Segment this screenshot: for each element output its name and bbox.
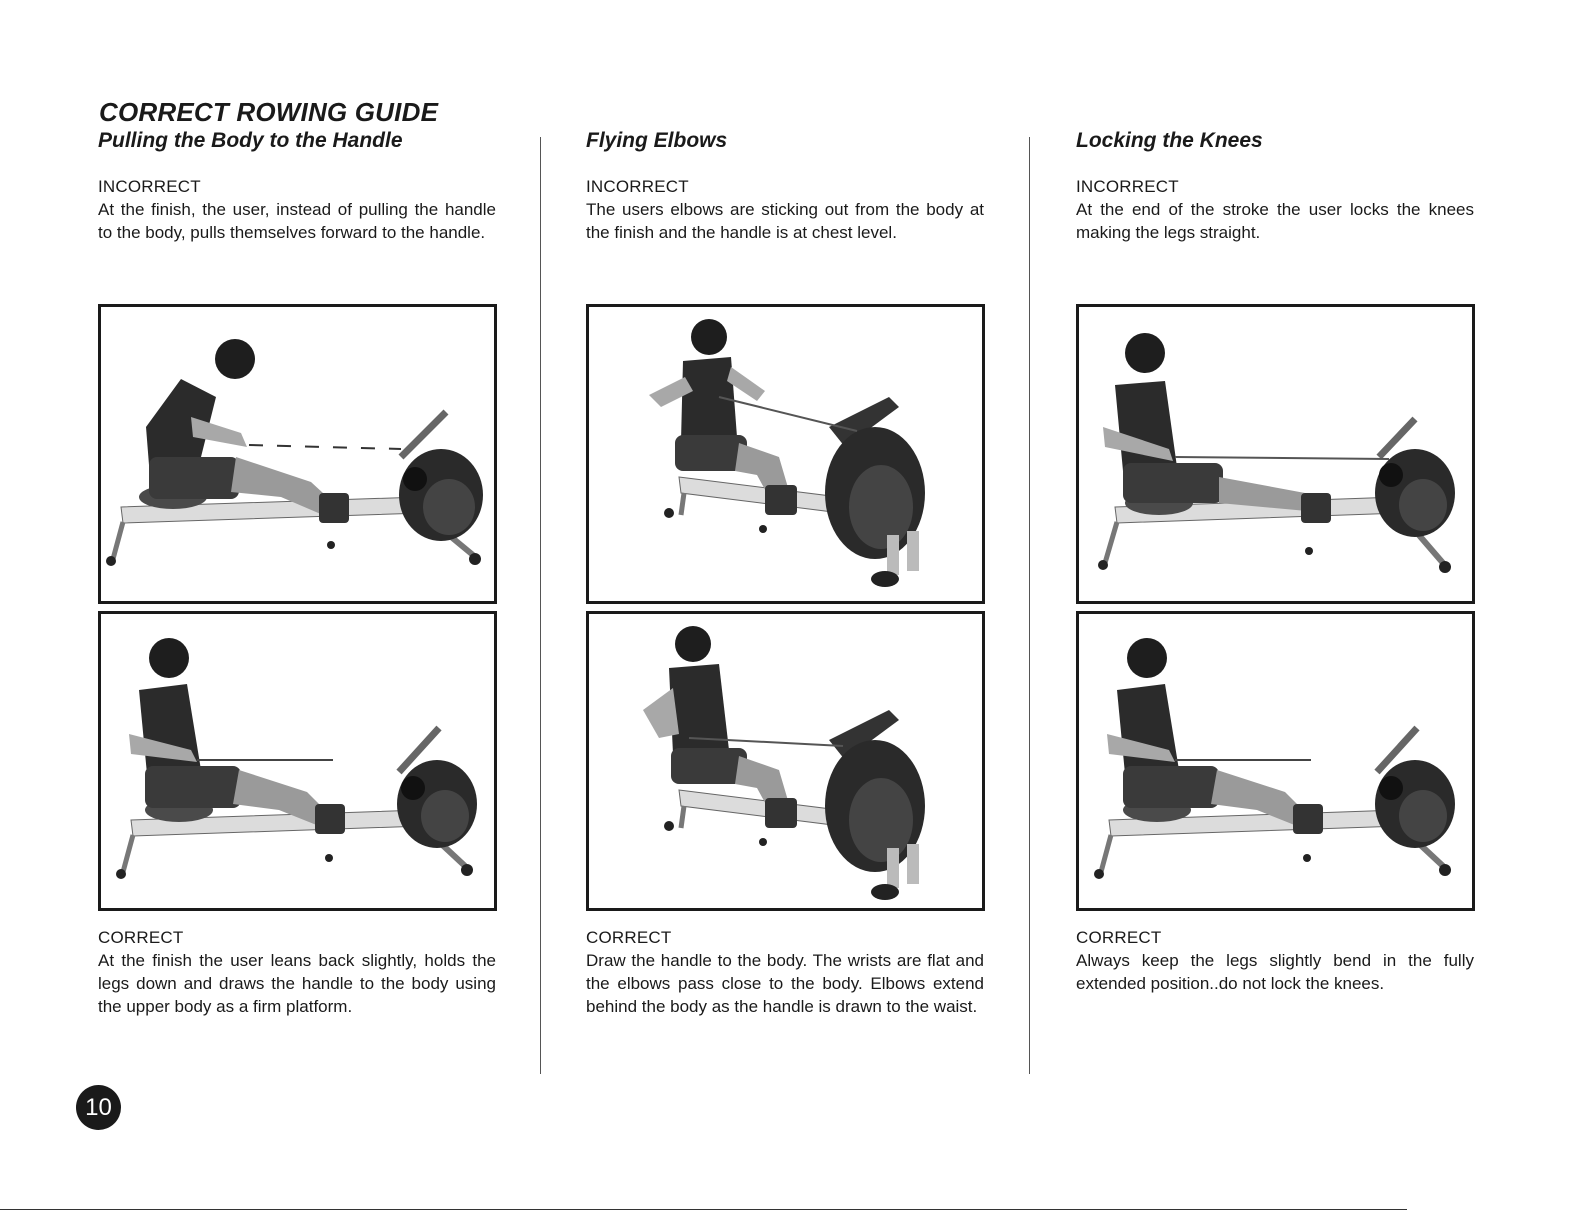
correct-label: CORRECT: [98, 928, 184, 947]
correct-section: [1076, 926, 1474, 995]
incorrect-description: At the end of the stroke the user locks the knees making the legs straight.: [1076, 200, 1474, 242]
column-divider: [540, 137, 541, 1074]
section-heading: Flying Elbows: [586, 129, 728, 152]
incorrect-description: At the finish, the user, instead of pulling the handle to the body, pulls themselves forward to the handle.: [98, 200, 496, 242]
correct-section: [586, 926, 984, 1018]
rower-lean-back-illustration: [101, 614, 494, 908]
section-locking-knees: [1076, 126, 1474, 993]
rower-flying-elbows-illustration: [589, 307, 982, 601]
incorrect-description: The users elbows are sticking out from the body at the finish and the handle is at chest level.: [586, 200, 984, 242]
section-pulling-body: [98, 126, 496, 1016]
correct-section: [98, 926, 496, 1018]
page-title: CORRECT ROWING GUIDE: [99, 97, 439, 127]
section-heading: Pulling the Body to the Handle: [98, 129, 403, 152]
page-number-badge: 10: [76, 1085, 121, 1130]
correct-description: Always keep the legs slightly bend in the fully extended position..do not lock the knees.: [1076, 951, 1474, 993]
column-divider: [1029, 137, 1030, 1074]
incorrect-label: INCORRECT: [1076, 177, 1179, 196]
correct-description: Draw the handle to the body. The wrists are flat and the elbows pass close to the body. Elbows extend behind the body as the handle is drawn to the waist.: [586, 951, 984, 1016]
incorrect-photo: [586, 304, 985, 604]
rower-lean-forward-illustration: [101, 307, 494, 601]
correct-photo: [98, 611, 497, 911]
bottom-rule: [0, 1209, 1407, 1210]
incorrect-photo: [1076, 304, 1475, 604]
section-flying-elbows: [586, 126, 984, 1016]
correct-description: At the finish the user leans back slightly, holds the legs down and draws the handle to the body using the upper body as a firm platform.: [98, 951, 496, 1016]
incorrect-label: INCORRECT: [586, 177, 689, 196]
rower-locked-knees-illustration: [1079, 307, 1472, 601]
correct-photo: [1076, 611, 1475, 911]
incorrect-label: INCORRECT: [98, 177, 201, 196]
correct-label: CORRECT: [586, 928, 672, 947]
rower-elbows-in-illustration: [589, 614, 982, 908]
section-heading: Locking the Knees: [1076, 129, 1263, 152]
correct-photo: [586, 611, 985, 911]
incorrect-photo: [98, 304, 497, 604]
correct-label: CORRECT: [1076, 928, 1162, 947]
rower-bent-knees-illustration: [1079, 614, 1472, 908]
